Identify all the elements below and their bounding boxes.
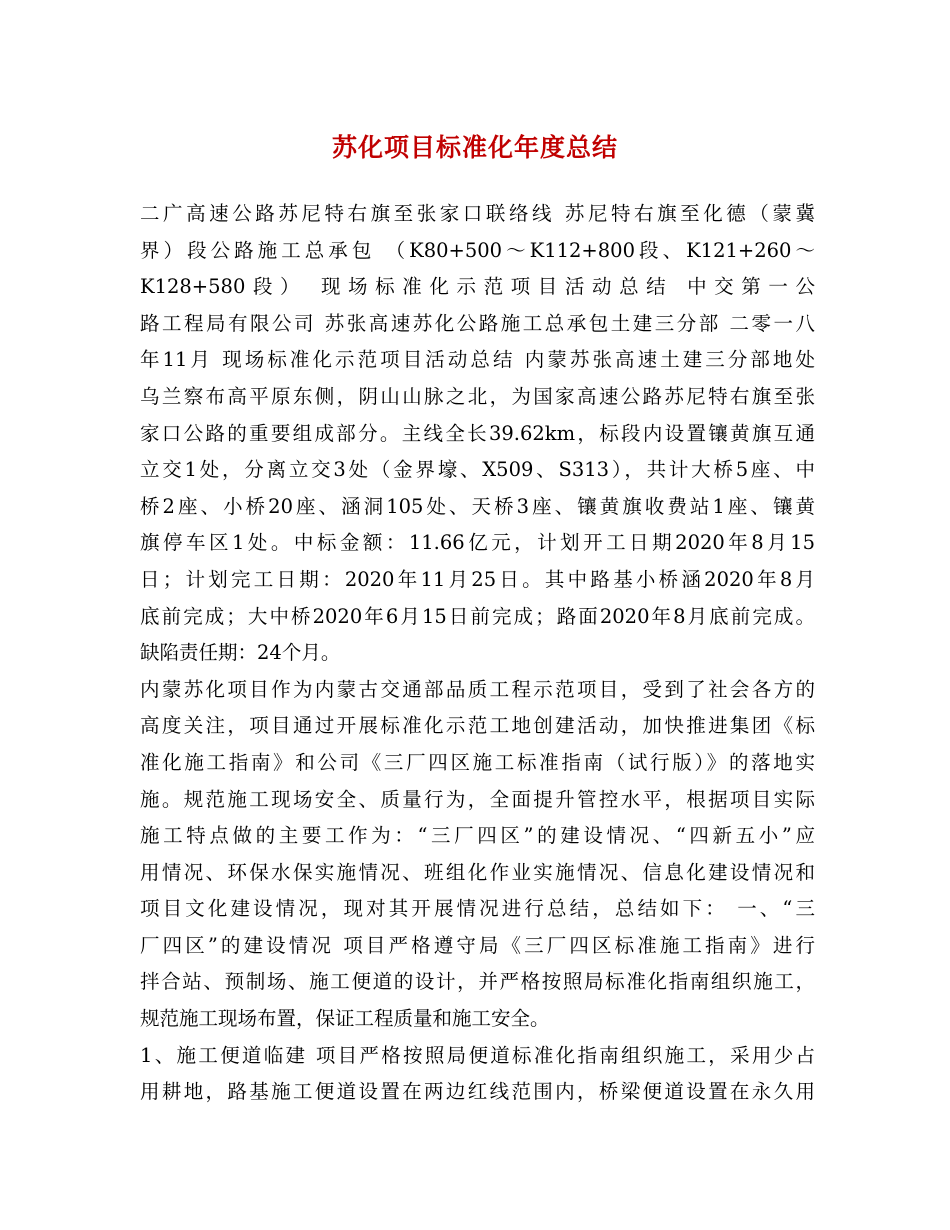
text-line: 用耕地，路基施工便道设置在两边红线范围内，桥梁便道设置在永久用 [140, 1080, 815, 1104]
text-line: 界）段公路施工总承包 （K80+500～K112+800段、K121+260～ [140, 238, 815, 262]
text-line: 用情况、环保水保实施情况、班组化作业实施情况、信息化建设情况和 [140, 860, 815, 884]
text-line: 旗停车区1处。中标金额：11.66亿元，计划开工日期2020年8月15 [140, 531, 815, 555]
document-body [140, 196, 815, 1111]
document-title: 苏化项目标准化年度总结 [331, 133, 618, 162]
text-line: 施。规范施工现场安全、质量行为，全面提升管控水平，根据项目实际 [140, 787, 815, 811]
text-line: 厂四区”的建设情况 项目严格遵守局《三厂四区标准施工指南》进行 [140, 933, 815, 957]
text-line: 路工程局有限公司 苏张高速苏化公路施工总承包土建三分部 二零一八 [140, 311, 815, 335]
text-line: 准化施工指南》和公司《三厂四区施工标准指南（试行版）》的落地实 [140, 750, 815, 774]
text-line: 内蒙苏化项目作为内蒙古交通部品质工程示范项目，受到了社会各方的 [140, 677, 815, 701]
text-line: 项目文化建设情况，现对其开展情况进行总结，总结如下： 一、“三 [140, 897, 815, 921]
text-line: 高度关注，项目通过开展标准化示范工地创建活动，加快推进集团《标 [140, 714, 815, 738]
text-line: 拌合站、预制场、施工便道的设计，并严格按照局标准化指南组织施工， [140, 970, 815, 994]
text-line: 1、施工便道临建 项目严格按照局便道标准化指南组织施工，采用少占 [140, 1043, 815, 1067]
text-line: 桥2座、小桥20座、涵洞105处、天桥3座、镶黄旗收费站1座、镶黄 [140, 494, 815, 518]
text-line: 底前完成；大中桥2020年6月15日前完成；路面2020年8月底前完成。 [140, 604, 815, 628]
text-line: 年11月 现场标准化示范项目活动总结 内蒙苏张高速土建三分部地处 [140, 348, 815, 372]
text-line: 日；计划完工日期：2020年11月25日。其中路基小桥涵2020年8月 [140, 567, 815, 591]
text-line: 缺陷责任期：24个月。 [140, 641, 341, 665]
text-line: K128+580段） 现场标准化示范项目活动总结 中交第一公 [140, 275, 815, 299]
text-line: 乌兰察布高平原东侧，阴山山脉之北，为国家高速公路苏尼特右旗至张 [140, 384, 815, 408]
text-line: 二广高速公路苏尼特右旗至张家口联络线 苏尼特右旗至化德（蒙冀 [140, 202, 815, 225]
text-line: 规范施工现场布置，保证工程质量和施工安全。 [140, 1007, 550, 1031]
text-line: 家口公路的重要组成部分。主线全长39.62km，标段内设置镶黄旗互通 [140, 421, 815, 445]
text-line: 施工特点做的主要工作为：“三厂四区”的建设情况、“四新五小”应 [140, 824, 815, 848]
text-line: 立交1处，分离立交3处（金界壕、X509、S313），共计大桥5座、中 [140, 458, 815, 482]
